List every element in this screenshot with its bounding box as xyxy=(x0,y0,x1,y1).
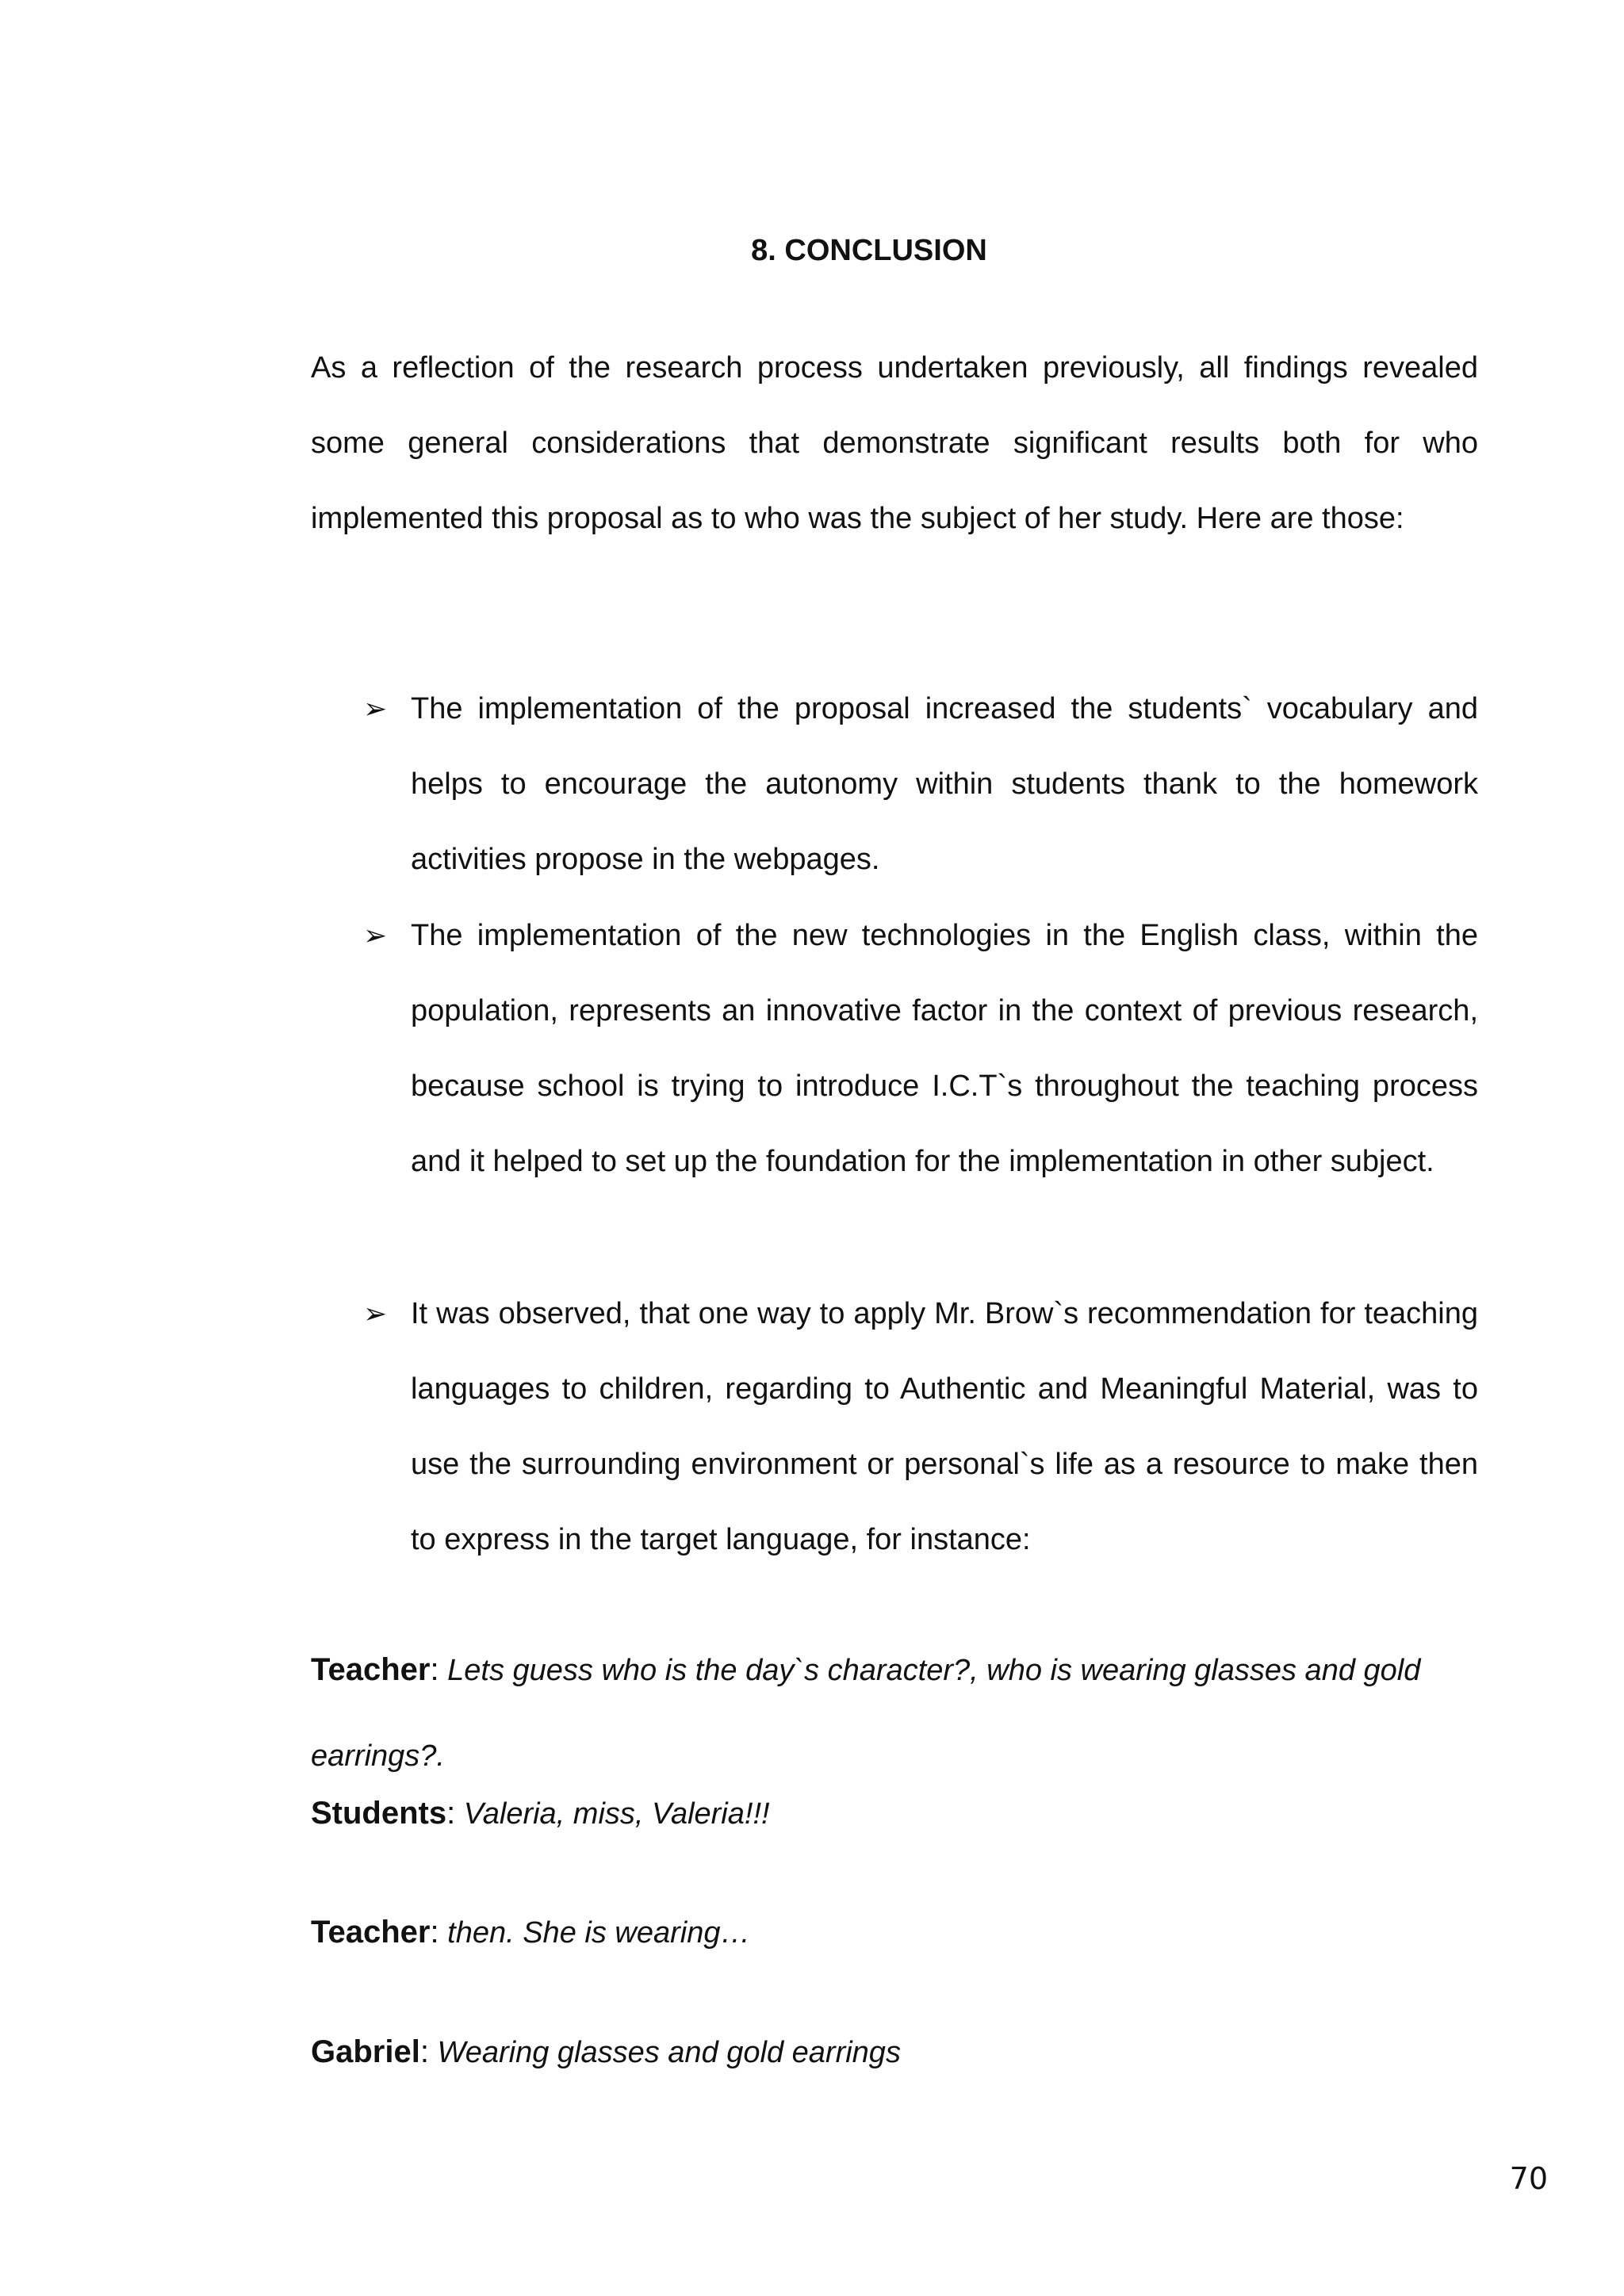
finding-item xyxy=(363,898,1478,1200)
dialogue-text: Lets guess who is the day`s character?, who is wearing glasses and gold earrings?. xyxy=(311,1654,1421,1773)
finding-text: The implementation of the proposal increased the students` vocabulary and helps to encourage the autonomy within students thank to the homework activities propose in the webpages. xyxy=(411,692,1478,876)
section-heading: 8. CONCLUSION xyxy=(751,234,987,267)
dialogue-colon: : xyxy=(430,1652,439,1687)
dialogue-text: then. She is wearing… xyxy=(439,1916,751,1950)
finding-item xyxy=(363,672,1478,897)
arrowhead-bullet-icon: ➢ xyxy=(363,693,388,725)
dialogue-colon: : xyxy=(446,1796,456,1831)
page-number: 70 xyxy=(1509,2161,1548,2196)
dialogue-line xyxy=(311,1793,1478,1840)
dialogue-speaker: Teacher xyxy=(311,1915,431,1950)
finding-text: The implementation of the new technologies in the English class, within the population, represents an innovative factor in the context of previous research, because school is trying to introduce I.C.T`s throughout the teaching process and it helped to set up the foundation for the implementation in other subject. xyxy=(411,919,1478,1178)
finding-item xyxy=(363,1276,1478,1578)
dialogue-line xyxy=(311,2032,1478,2079)
dialogue-line xyxy=(311,1630,1478,1802)
dialogue-colon: : xyxy=(430,1915,439,1950)
dialogue-colon: : xyxy=(419,2034,429,2069)
dialogue-speaker: Teacher xyxy=(311,1652,431,1687)
dialogue-text: Wearing glasses and gold earrings xyxy=(428,2036,901,2069)
dialogue-line xyxy=(311,1912,1478,1959)
arrowhead-bullet-icon: ➢ xyxy=(363,920,388,952)
dialogue-speaker: Students xyxy=(311,1796,447,1831)
arrowhead-bullet-icon: ➢ xyxy=(363,1298,388,1330)
intro-paragraph: As a reflection of the research process undertaken previously, all findings revealed some general considerations that demonstrate significant results both for who implemented this proposal as to who was the subject of her study. Here are those: xyxy=(311,351,1478,535)
dialogue-speaker: Gabriel xyxy=(311,2034,420,2069)
dialogue-text: Valeria, miss, Valeria!!! xyxy=(455,1797,770,1831)
finding-text: It was observed, that one way to apply Mr. Brow`s recommendation for teaching languages to children, regarding to Authentic and Meaningful Material, was to use the surrounding environment or personal`s life as a resource to make then to express in the target language, for instance: xyxy=(411,1297,1478,1556)
